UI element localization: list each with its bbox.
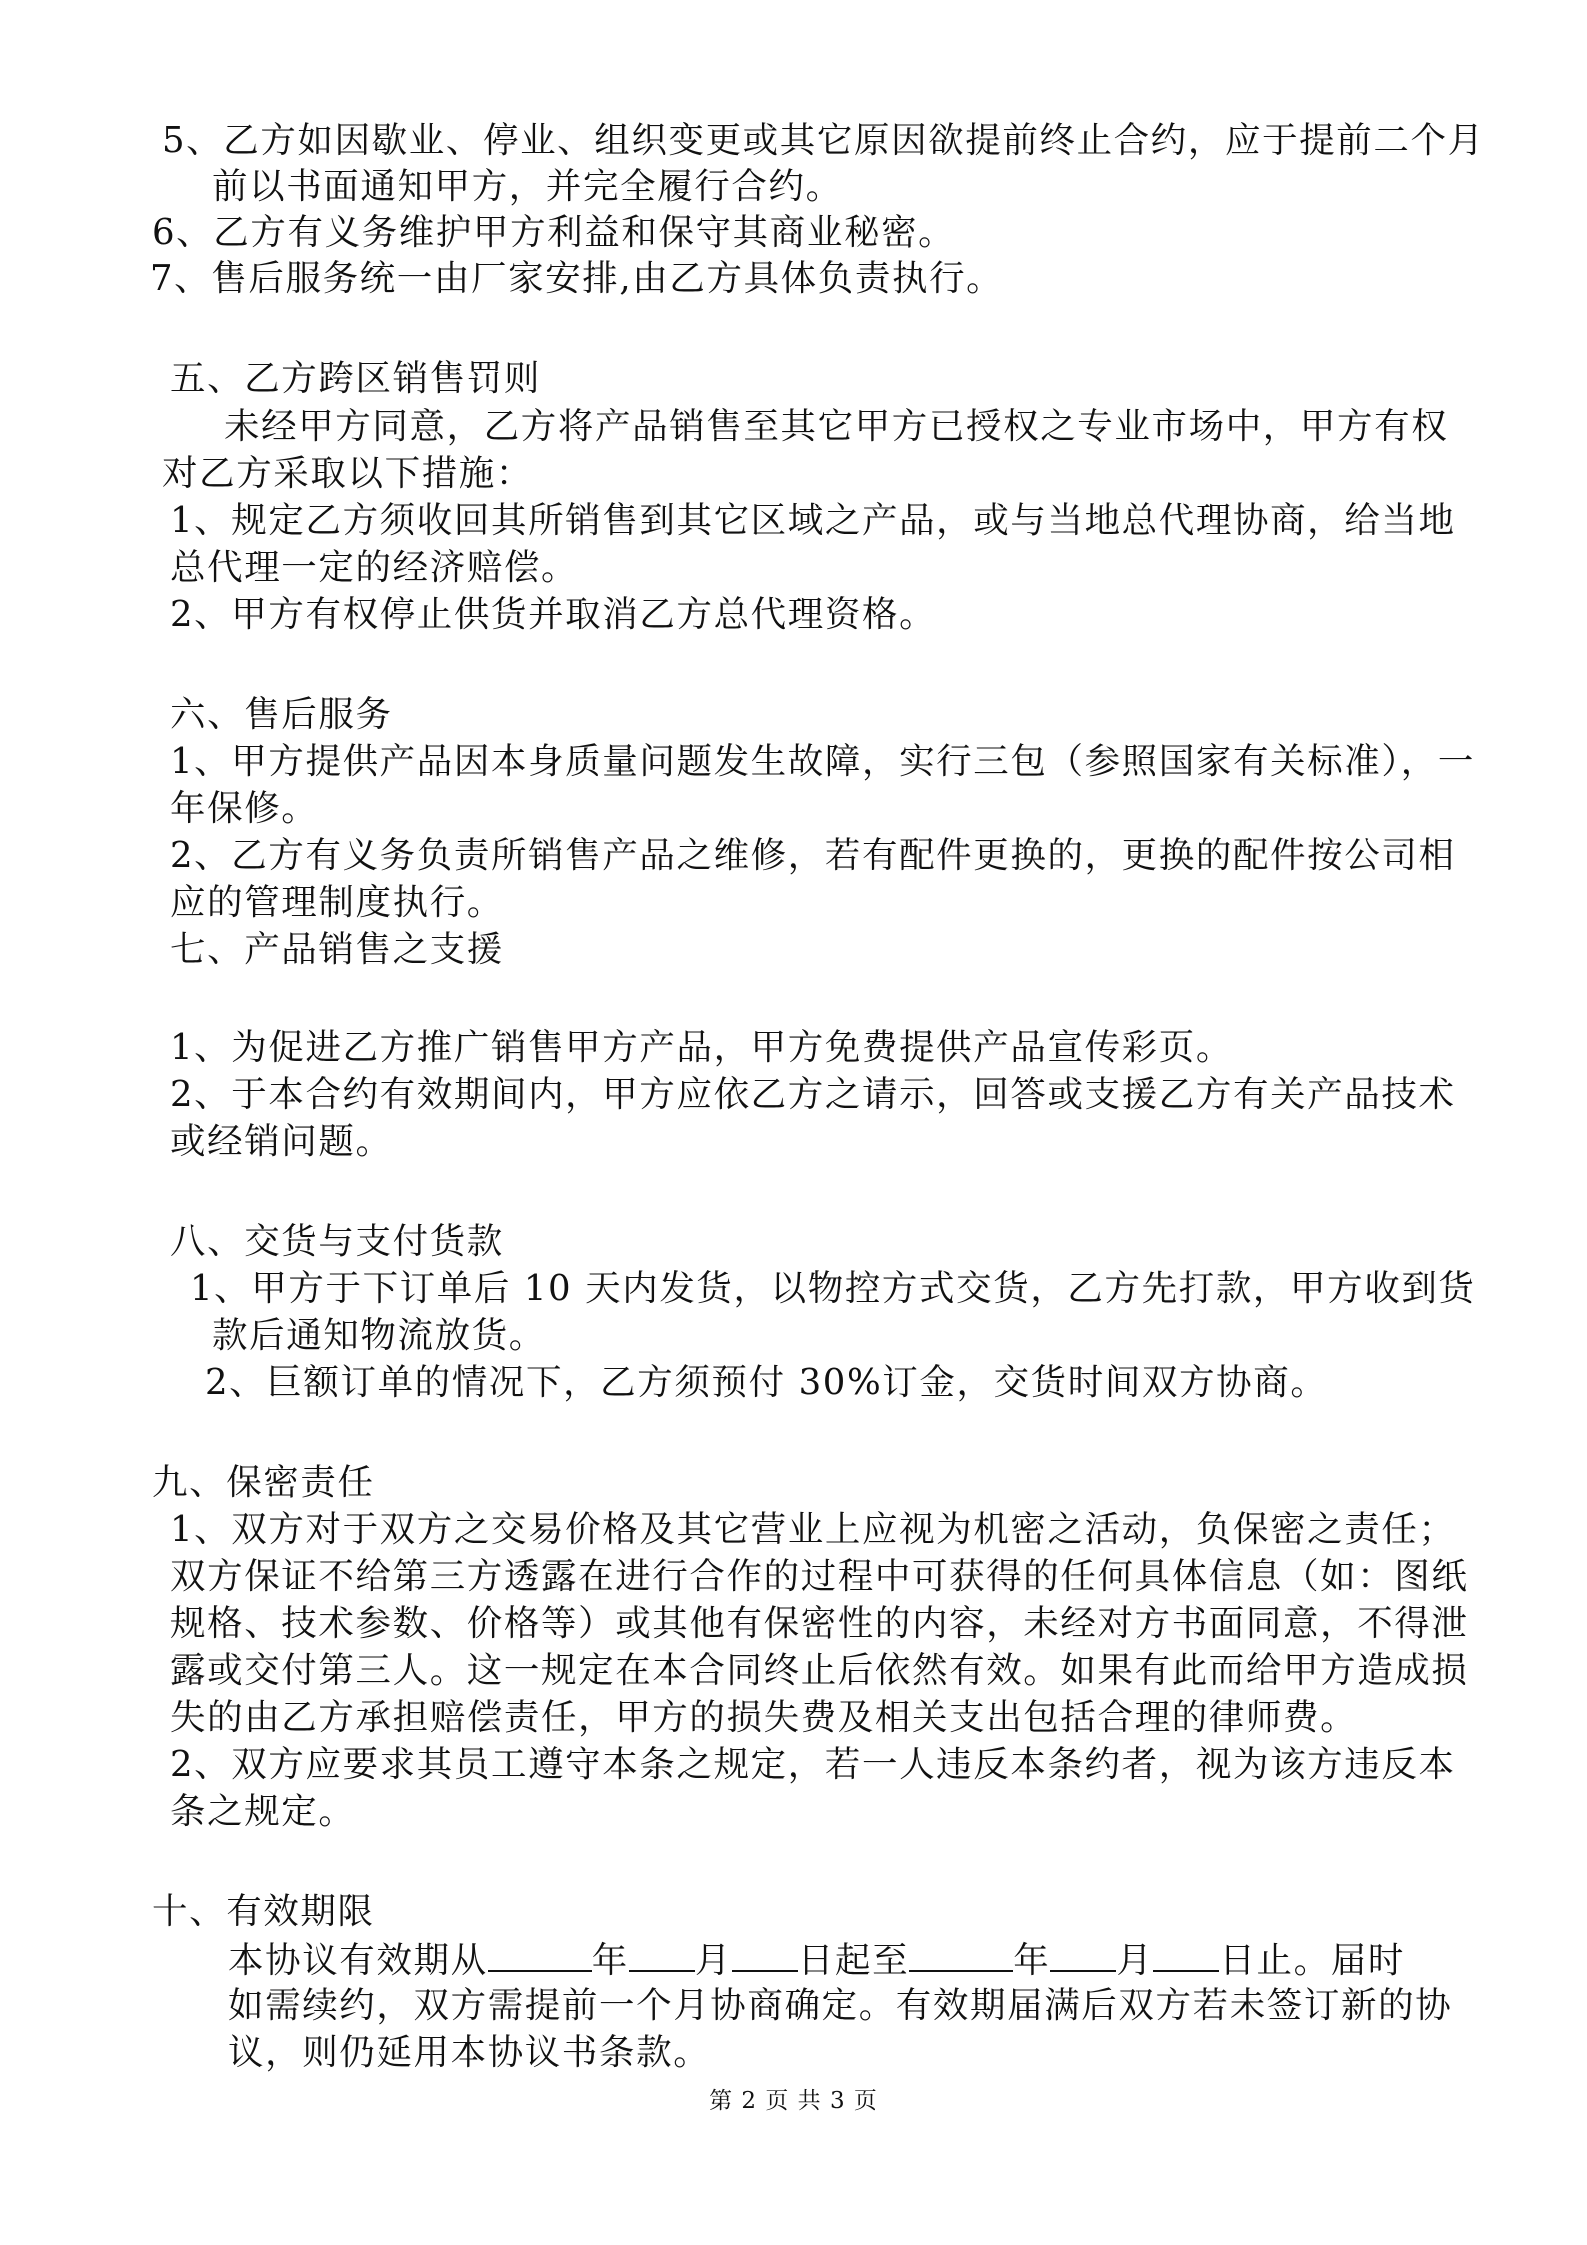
section-7-item-2-cont: 或经销问题。 [170,1121,393,1162]
section-9-item-2-cont: 条之规定。 [170,1791,356,1832]
section-5-paragraph-cont: 对乙方采取以下措施： [162,453,534,494]
section-9-item-1-cont-4: 失的由乙方承担赔偿责任，甲方的损失费及相关支出包括合理的律师费。 [170,1697,1358,1738]
section-6-item-1-cont: 年保修。 [170,788,319,829]
section-9-item-1-cont-2: 规格、技术参数、价格等）或其他有保密性的内容，未经对方书面同意，不得泄 [170,1603,1469,1644]
start-month-blank[interactable] [629,1936,695,1972]
section-6-heading: 六、售后服务 [170,694,393,735]
section-9-heading: 九、保密责任 [152,1462,375,1503]
term-prefix: 本协议有效期从 [228,1940,488,1981]
section-5-paragraph: 未经甲方同意，乙方将产品销售至其它甲方已授权之专业市场中，甲方有权 [224,406,1449,447]
section-10-heading: 十、有效期限 [152,1891,375,1932]
day-label-2: 日止。届时 [1219,1940,1405,1981]
clause-4-item-5-cont: 前以书面通知甲方，并完全履行合约。 [212,166,843,207]
section-7-heading: 七、产品销售之支援 [170,929,504,970]
section-8-item-1-cont: 款后通知物流放货。 [212,1315,546,1356]
year-label-1: 年 [591,1940,629,1981]
clause-4-item-7: 7、售后服务统一由厂家安排,由乙方具体负责执行。 [150,258,1004,299]
section-6-item-2: 2、乙方有义务负责所销售产品之维修，若有配件更换的，更换的配件按公司相 [170,835,1456,876]
month-label-1: 月 [694,1940,732,1981]
section-8-item-1: 1、甲方于下订单后 10 天内发货，以物控方式交货，乙方先打款，甲方收到货 [190,1268,1476,1309]
section-9-item-1-cont-1: 双方保证不给第三方透露在进行合作的过程中可获得的任何具体信息（如：图纸 [170,1556,1469,1597]
section-6-item-2-cont: 应的管理制度执行。 [170,882,504,923]
section-5-heading: 五、乙方跨区销售罚则 [170,358,542,399]
section-8-item-2: 2、巨额订单的情况下，乙方须预付 30%订金，交货时间双方协商。 [205,1362,1328,1403]
section-9-item-1: 1、双方对于双方之交易价格及其它营业上应视为机密之活动，负保密之责任； [170,1509,1456,1550]
end-year-blank[interactable] [909,1936,1013,1972]
section-5-item-1: 1、规定乙方须收回其所销售到其它区域之产品，或与当地总代理协商，给当地 [170,500,1456,541]
month-label-2: 月 [1116,1940,1154,1981]
validity-term-line [228,1936,1405,1984]
section-7-item-1: 1、为促进乙方推广销售甲方产品，甲方免费提供产品宣传彩页。 [170,1027,1233,1068]
section-6-item-1: 1、甲方提供产品因本身质量问题发生故障，实行三包（参照国家有关标准），一 [170,741,1475,782]
section-9-item-1-cont-3: 露或交付第三人。这一规定在本合同终止后依然有效。如果有此而给甲方造成损 [170,1650,1469,1691]
end-month-blank[interactable] [1050,1936,1116,1972]
section-10-paragraph-cont: 如需续约，双方需提前一个月协商确定。有效期届满后双方若未签订新的协 [228,1985,1453,2026]
start-day-blank[interactable] [732,1936,798,1972]
section-5-item-2: 2、甲方有权停止供货并取消乙方总代理资格。 [170,594,937,635]
start-year-blank[interactable] [488,1936,592,1972]
year-label-2: 年 [1013,1940,1051,1981]
clause-4-item-6: 6、乙方有义务维护甲方利益和保守其商业秘密。 [152,212,956,253]
day-label-1: 日起至 [797,1940,910,1981]
section-8-heading: 八、交货与支付货款 [170,1221,504,1262]
clause-4-item-5: 5、乙方如因歇业、停业、组织变更或其它原因欲提前终止合约，应于提前二个月 [162,120,1485,161]
section-5-item-1-cont: 总代理一定的经济赔偿。 [170,547,579,588]
section-7-item-2: 2、于本合约有效期间内，甲方应依乙方之请示，回答或支援乙方有关产品技术 [170,1074,1456,1115]
end-day-blank[interactable] [1153,1936,1219,1972]
section-9-item-2: 2、双方应要求其员工遵守本条之规定，若一人违反本条约者，视为该方违反本 [170,1744,1456,1785]
section-10-paragraph-cont-2: 议，则仍延用本协议书条款。 [228,2032,711,2073]
page-number-footer: 第 2 页 共 3 页 [709,2088,878,2114]
